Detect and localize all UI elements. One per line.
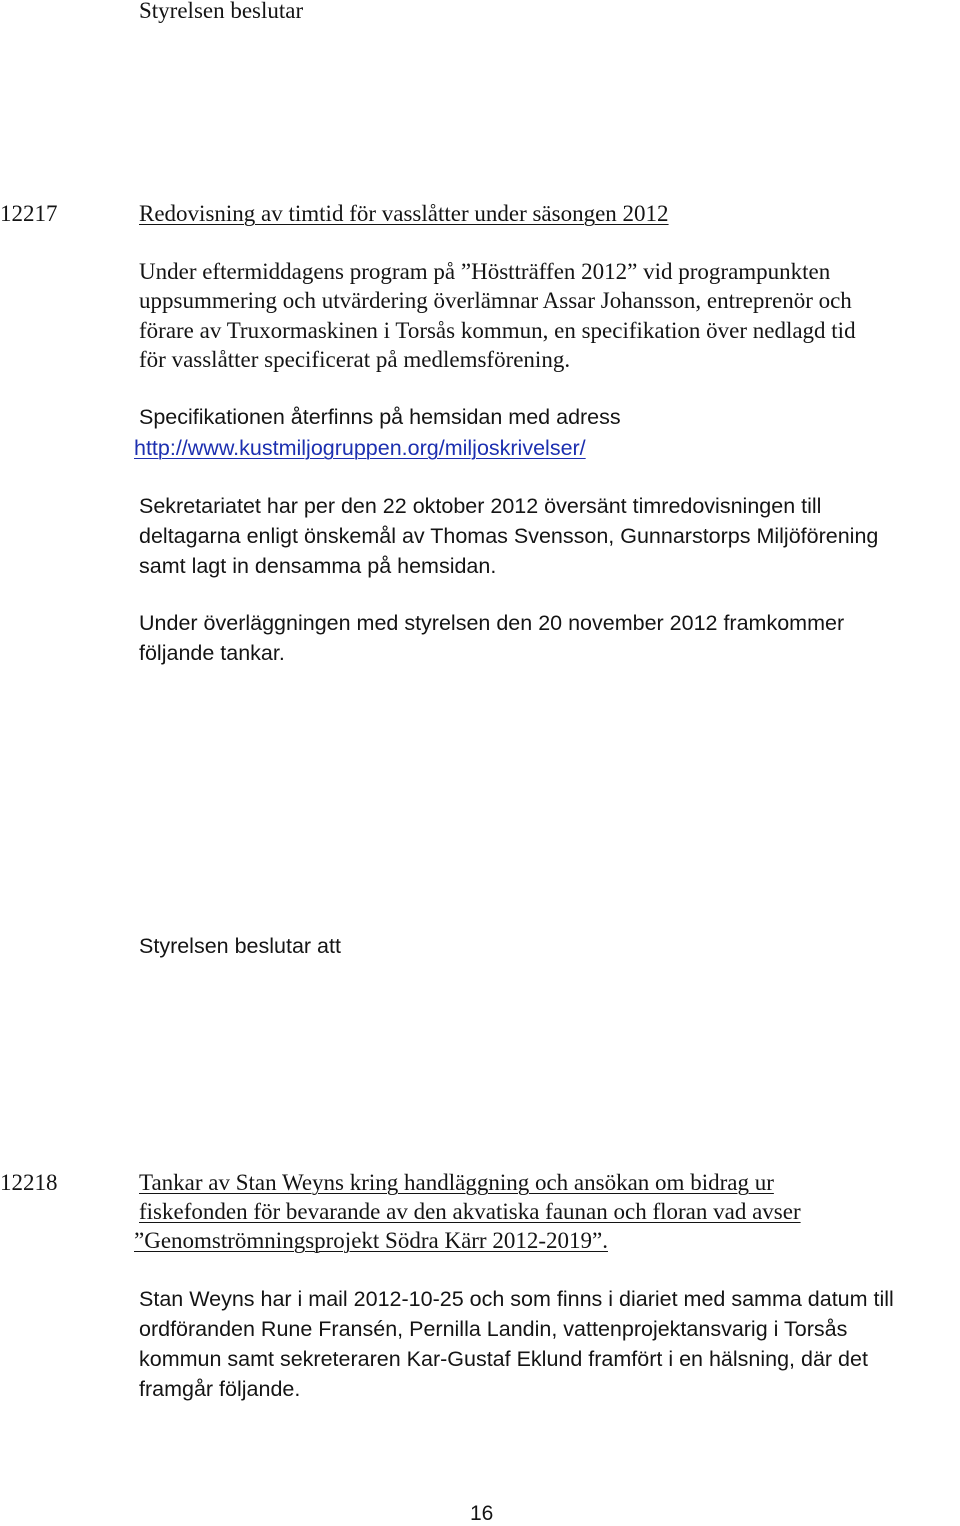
text-line: Stan Weyns har i mail 2012-10-25 och som finns i diariet med samma datum till bbox=[139, 1287, 894, 1311]
decision-heading: Styrelsen beslutar att bbox=[139, 934, 341, 958]
title-line: fiskefonden för bevarande av den akvatiska faunan och floran vad avser bbox=[139, 1199, 801, 1224]
text-line: ordföranden Rune Fransén, Pernilla Landin, vattenprojektansvarig i Torsås bbox=[139, 1317, 848, 1341]
text-line: för vasslåtter specificerat på medlemsförening. bbox=[139, 347, 571, 372]
item-number: 12217 bbox=[0, 201, 58, 226]
text-line: följande tankar. bbox=[139, 641, 285, 665]
text-line: uppsummering och utvärdering överlämnar Assar Johansson, entreprenör och bbox=[139, 288, 852, 313]
text-line: förare av Truxormaskinen i Torsås kommun, en specifikation över nedlagd tid bbox=[139, 318, 856, 343]
item-number: 12218 bbox=[0, 1170, 58, 1195]
spec-text: Specifikationen återfinns på hemsidan med adress bbox=[139, 405, 621, 429]
decision-heading: Styrelsen beslutar bbox=[139, 0, 304, 23]
title-line: Tankar av Stan Weyns kring handläggning och ansökan om bidrag ur bbox=[139, 1170, 774, 1195]
page-number: 16 bbox=[470, 1502, 494, 1525]
text-line: framgår följande. bbox=[139, 1377, 301, 1401]
spec-link[interactable]: http://www.kustmiljogruppen.org/miljoskrivelser/ bbox=[134, 436, 586, 460]
text-line: deltagarna enligt önskemål av Thomas Svensson, Gunnarstorps Miljöförening bbox=[139, 524, 879, 548]
text-line: Under eftermiddagens program på ”Höstträffen 2012” vid programpunkten bbox=[139, 259, 831, 284]
title-line: ”Genomströmningsprojekt Södra Kärr 2012-2019”. bbox=[134, 1228, 608, 1253]
text-line: Under överläggningen med styrelsen den 20 november 2012 framkommer bbox=[139, 611, 845, 635]
text-line: kommun samt sekreteraren Kar-Gustaf Eklund framfört i en hälsning, där det bbox=[139, 1347, 868, 1371]
text-line: samt lagt in densamma på hemsidan. bbox=[139, 554, 497, 578]
item-title: Redovisning av timtid för vasslåtter under säsongen 2012 bbox=[139, 201, 669, 226]
text-line: Sekretariatet har per den 22 oktober 2012 översänt timredovisningen till bbox=[139, 494, 822, 518]
